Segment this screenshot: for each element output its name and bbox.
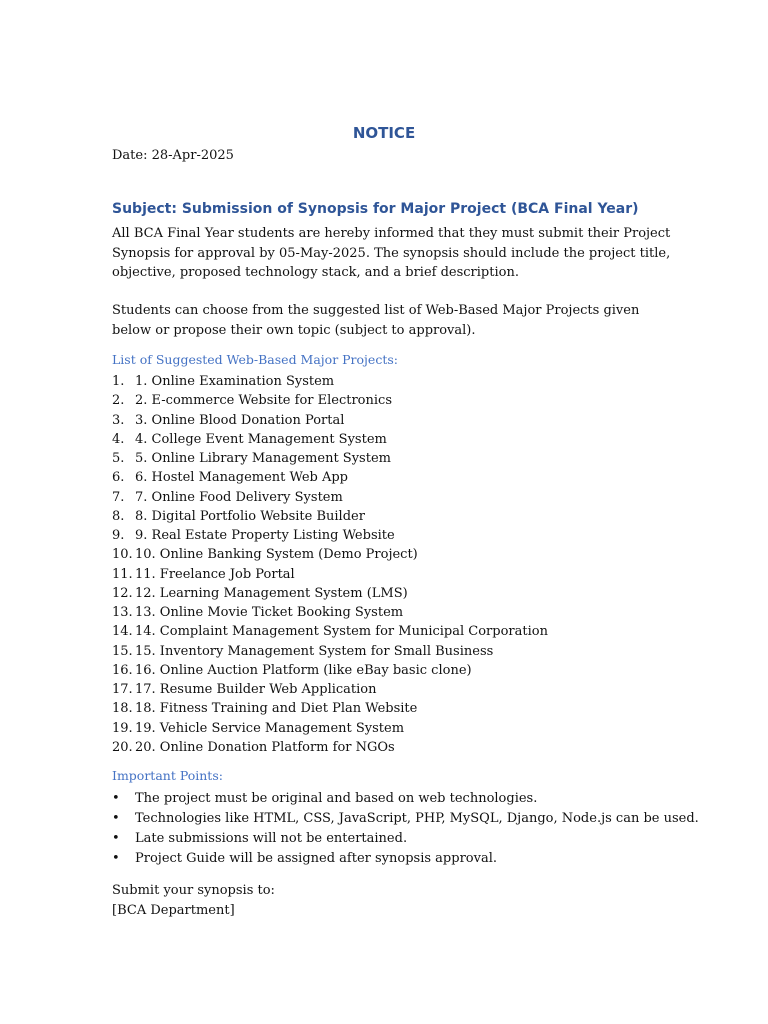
list-item-number: 8. bbox=[112, 508, 125, 524]
point-text: Late submissions will not be entertained. bbox=[135, 831, 408, 846]
list-item-number: 10. bbox=[112, 547, 133, 563]
important-point bbox=[112, 789, 699, 809]
list-item-number: 18. bbox=[112, 701, 133, 717]
important-point bbox=[112, 849, 699, 869]
choice-paragraph: Students can choose from the suggested list of Web-Based Major Projects given below or propose their own topic (subject to approval). bbox=[112, 303, 640, 338]
list-item-text: 1. Online Examination System bbox=[135, 374, 335, 389]
project-list-item bbox=[112, 411, 548, 430]
project-list-item bbox=[112, 719, 548, 738]
department-name: [BCA Department] bbox=[112, 903, 235, 918]
project-list-item bbox=[112, 565, 548, 584]
submission-footer bbox=[112, 881, 275, 921]
point-text: Technologies like HTML, CSS, JavaScript, PHP, MySQL, Django, Node.js can be used. bbox=[135, 811, 699, 826]
list-item-text: 10. Online Banking System (Demo Project) bbox=[135, 547, 418, 563]
list-item-text: 9. Real Estate Property Listing Website bbox=[135, 528, 395, 543]
list-item-number: 1. bbox=[112, 374, 125, 389]
list-item-number: 12. bbox=[112, 585, 133, 601]
notice-title: NOTICE bbox=[352, 124, 416, 142]
submit-to-label: Submit your synopsis to: bbox=[112, 883, 275, 898]
list-item-text: 8. Digital Portfolio Website Builder bbox=[135, 508, 365, 524]
list-item-text: 7. Online Food Delivery System bbox=[135, 489, 343, 505]
list-item-number: 5. bbox=[112, 451, 125, 466]
project-list-item bbox=[112, 372, 548, 391]
list-item-text: 14. Complaint Management System for Municipal Corporation bbox=[135, 624, 548, 640]
list-item-number: 2. bbox=[112, 393, 125, 409]
important-point bbox=[112, 829, 699, 849]
list-item-number: 14. bbox=[112, 624, 133, 640]
list-item-text: 15. Inventory Management System for Small Business bbox=[135, 643, 494, 659]
list-item-text: 16. Online Auction Platform (like eBay basic clone) bbox=[135, 662, 472, 678]
project-list-item bbox=[112, 699, 548, 718]
bullet-icon: • bbox=[112, 811, 120, 826]
list-item-number: 19. bbox=[112, 720, 133, 736]
intro-paragraph: All BCA Final Year students are hereby informed that they must submit their Project Synopsis for approval by 05-May-2025. The synopsis should include the project title, objective, proposed technology stack, and a brief description. bbox=[112, 226, 671, 280]
project-list bbox=[112, 372, 548, 757]
list-item-text: 20. Online Donation Platform for NGOs bbox=[135, 739, 395, 755]
list-item-number: 17. bbox=[112, 682, 133, 697]
important-points-list bbox=[112, 789, 699, 869]
important-point bbox=[112, 809, 699, 829]
list-item-text: 6. Hostel Management Web App bbox=[135, 470, 349, 486]
project-list-item bbox=[112, 603, 548, 622]
project-list-item bbox=[112, 545, 548, 564]
bullet-icon: • bbox=[112, 831, 120, 846]
project-list-item bbox=[112, 507, 548, 526]
list-item-number: 7. bbox=[112, 489, 125, 505]
list-item-number: 11. bbox=[112, 566, 133, 582]
list-item-text: 2. E-commerce Website for Electronics bbox=[135, 393, 392, 409]
project-list-item bbox=[112, 449, 548, 468]
list-item-text: 18. Fitness Training and Diet Plan Website bbox=[135, 701, 418, 717]
list-item-text: 17. Resume Builder Web Application bbox=[135, 682, 377, 697]
project-list-item bbox=[112, 680, 548, 699]
notice-subject: Subject: Submission of Synopsis for Major Project (BCA Final Year) bbox=[112, 201, 639, 217]
list-item-number: 4. bbox=[112, 431, 125, 447]
list-item-text: 12. Learning Management System (LMS) bbox=[135, 585, 408, 601]
important-points-heading: Important Points: bbox=[112, 768, 223, 783]
project-list-item bbox=[112, 391, 548, 410]
list-item-number: 13. bbox=[112, 605, 133, 620]
list-item-number: 16. bbox=[112, 662, 133, 678]
list-item-text: 3. Online Blood Donation Portal bbox=[135, 412, 345, 428]
project-list-heading: List of Suggested Web-Based Major Projects: bbox=[112, 352, 398, 367]
project-list-item bbox=[112, 488, 548, 507]
list-item-text: 19. Vehicle Service Management System bbox=[135, 720, 405, 736]
list-item-number: 20. bbox=[112, 739, 133, 755]
point-text: The project must be original and based on web technologies. bbox=[135, 791, 538, 806]
notice-date: Date: 28-Apr-2025 bbox=[112, 148, 234, 163]
project-list-item bbox=[112, 430, 548, 449]
bullet-icon: • bbox=[112, 791, 120, 806]
list-item-text: 4. College Event Management System bbox=[135, 431, 387, 447]
project-list-item bbox=[112, 622, 548, 641]
list-item-number: 6. bbox=[112, 470, 125, 486]
project-list-item bbox=[112, 468, 548, 487]
list-item-number: 15. bbox=[112, 643, 133, 659]
list-item-text: 11. Freelance Job Portal bbox=[135, 566, 295, 582]
point-text: Project Guide will be assigned after synopsis approval. bbox=[135, 851, 498, 866]
bullet-icon: • bbox=[112, 851, 120, 866]
list-item-number: 9. bbox=[112, 528, 125, 543]
project-list-item bbox=[112, 642, 548, 661]
project-list-item bbox=[112, 526, 548, 545]
list-item-text: 5. Online Library Management System bbox=[135, 451, 391, 466]
list-item-number: 3. bbox=[112, 412, 125, 428]
project-list-item bbox=[112, 661, 548, 680]
project-list-item bbox=[112, 738, 548, 757]
project-list-item bbox=[112, 584, 548, 603]
list-item-text: 13. Online Movie Ticket Booking System bbox=[135, 605, 404, 620]
